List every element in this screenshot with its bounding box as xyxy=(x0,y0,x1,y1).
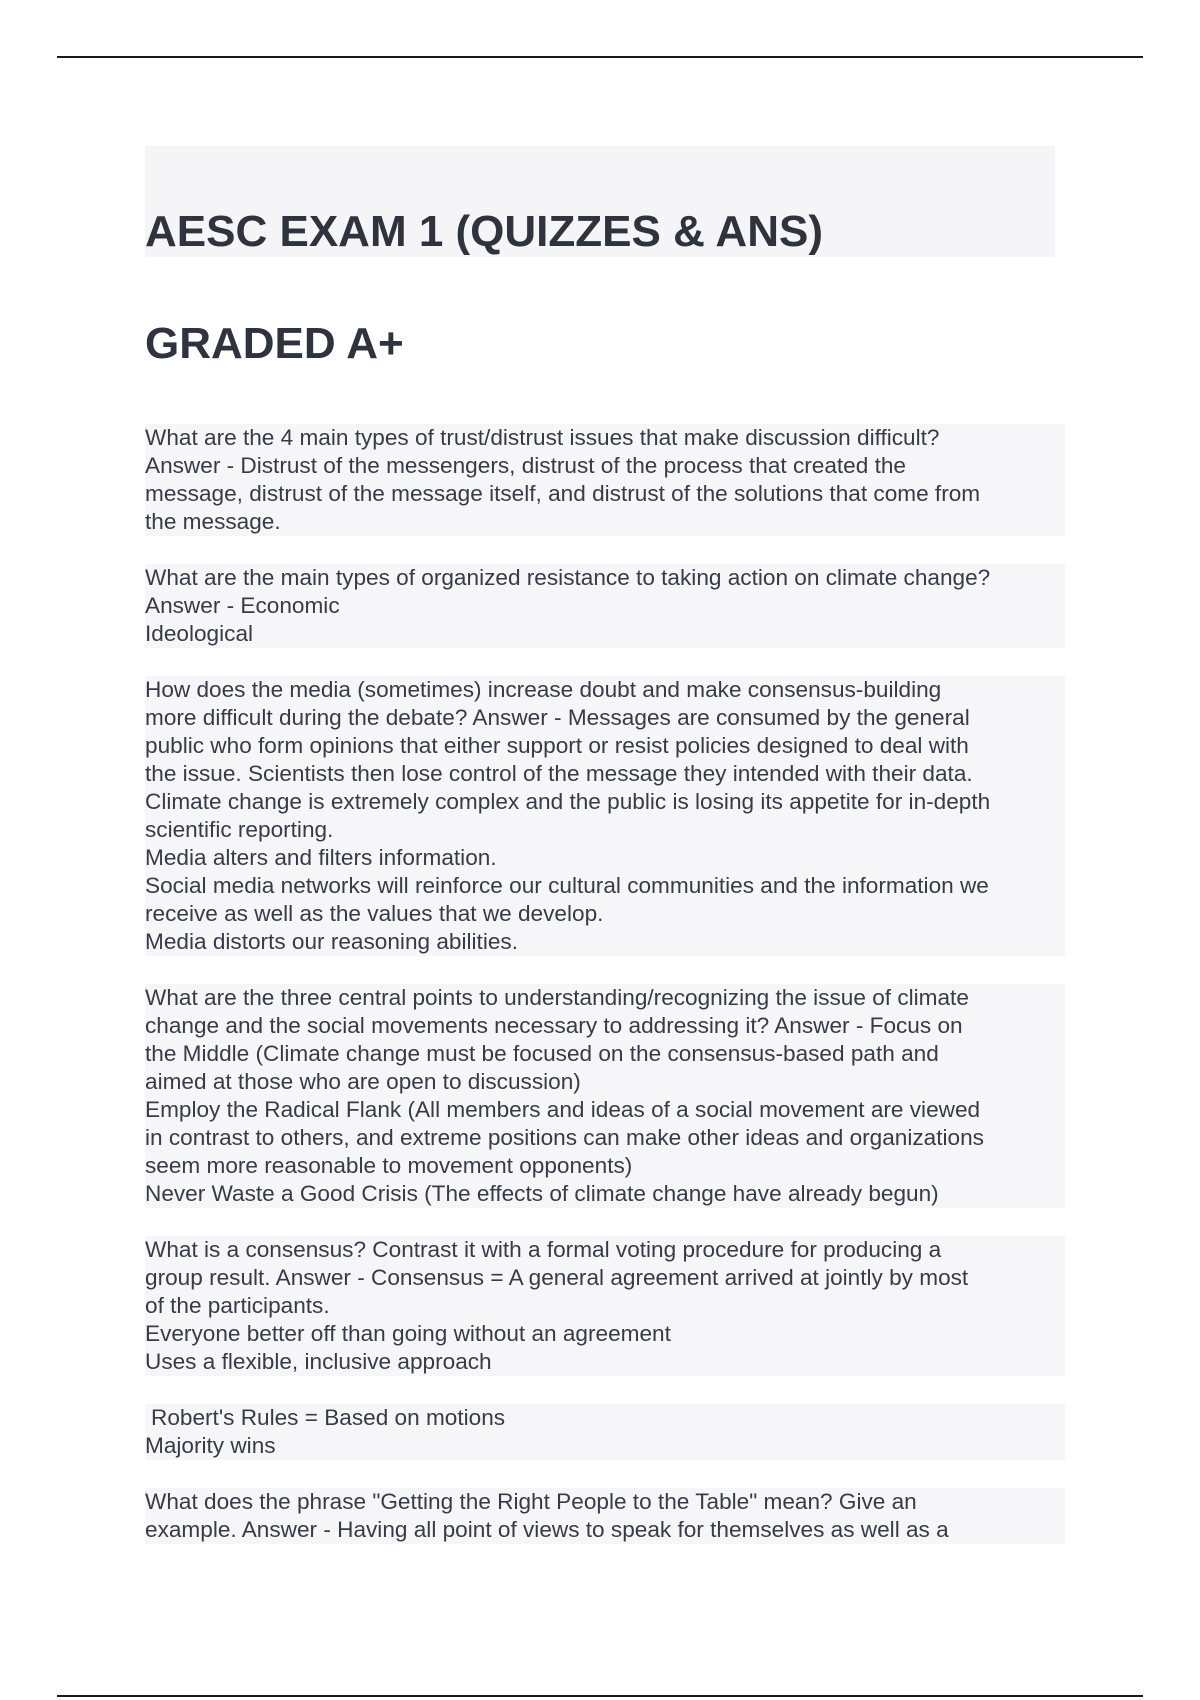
text-line: in contrast to others, and extreme positions can make other ideas and organizations xyxy=(145,1125,984,1150)
bottom-rule xyxy=(57,1695,1143,1697)
qa-entry-2 xyxy=(145,564,1065,648)
qa-entry-3 xyxy=(145,676,1065,956)
text-line: Climate change is extremely complex and the public is losing its appetite for in-depth xyxy=(145,789,991,814)
text-line: seem more reasonable to movement opponents) xyxy=(145,1153,633,1178)
text-line: Social media networks will reinforce our cultural communities and the information we xyxy=(145,873,989,898)
text-line: scientific reporting. xyxy=(145,817,334,842)
text-line: change and the social movements necessary to addressing it? Answer - Focus on xyxy=(145,1013,963,1038)
text-line: Ideological xyxy=(145,621,254,646)
title-block xyxy=(145,146,1055,368)
text-line: What is a consensus? Contrast it with a formal voting procedure for producing a xyxy=(145,1237,942,1262)
qa-entry-4 xyxy=(145,984,1065,1208)
page-title xyxy=(145,148,1055,372)
qa-entry-7 xyxy=(145,1488,1065,1544)
text-line: of the participants. xyxy=(145,1293,330,1318)
text-line: example. Answer - Having all point of views to speak for themselves as well as a xyxy=(145,1517,949,1542)
qa-entry-1 xyxy=(145,424,1065,536)
text-line: Uses a flexible, inclusive approach xyxy=(145,1349,492,1374)
text-line: What does the phrase "Getting the Right People to the Table" mean? Give an xyxy=(145,1489,917,1514)
text-line: public who form opinions that either support or resist policies designed to deal with xyxy=(145,733,969,758)
text-line: How does the media (sometimes) increase doubt and make consensus-building xyxy=(145,677,942,702)
text-line: Everyone better off than going without an agreement xyxy=(145,1321,671,1346)
text-line: Media distorts our reasoning abilities. xyxy=(145,929,518,954)
text-line: Majority wins xyxy=(145,1433,276,1458)
document-body xyxy=(145,424,1065,1572)
text-line: receive as well as the values that we develop. xyxy=(145,901,604,926)
text-line: the message. xyxy=(145,509,281,534)
text-line: Robert's Rules = Based on motions xyxy=(151,1405,506,1430)
text-line: What are the main types of organized resistance to taking action on climate change? xyxy=(145,565,991,590)
text-line: Answer - Economic xyxy=(145,593,340,618)
text-line: Media alters and filters information. xyxy=(145,845,497,870)
title-line-1: AESC EXAM 1 (QUIZZES & ANS) xyxy=(145,207,823,256)
text-line: aimed at those who are open to discussion) xyxy=(145,1069,581,1094)
text-line: Employ the Radical Flank (All members and ideas of a social movement are viewed xyxy=(145,1097,981,1122)
qa-entry-6 xyxy=(145,1404,1065,1460)
qa-entry-5 xyxy=(145,1236,1065,1376)
text-line: What are the three central points to understanding/recognizing the issue of climate xyxy=(145,985,969,1010)
text-line: What are the 4 main types of trust/distrust issues that make discussion difficult? xyxy=(145,425,940,450)
title-line-2: GRADED A+ xyxy=(145,319,404,368)
text-line: Answer - Distrust of the messengers, distrust of the process that created the xyxy=(145,453,906,478)
text-line: the Middle (Climate change must be focused on the consensus-based path and xyxy=(145,1041,939,1066)
text-line: group result. Answer - Consensus = A general agreement arrived at jointly by most xyxy=(145,1265,969,1290)
text-line: the issue. Scientists then lose control of the message they intended with their data. xyxy=(145,761,973,786)
text-line: Never Waste a Good Crisis (The effects of climate change have already begun) xyxy=(145,1181,939,1206)
top-rule xyxy=(57,56,1143,58)
text-line: more difficult during the debate? Answer - Messages are consumed by the general xyxy=(145,705,970,730)
text-line: message, distrust of the message itself, and distrust of the solutions that come from xyxy=(145,481,981,506)
